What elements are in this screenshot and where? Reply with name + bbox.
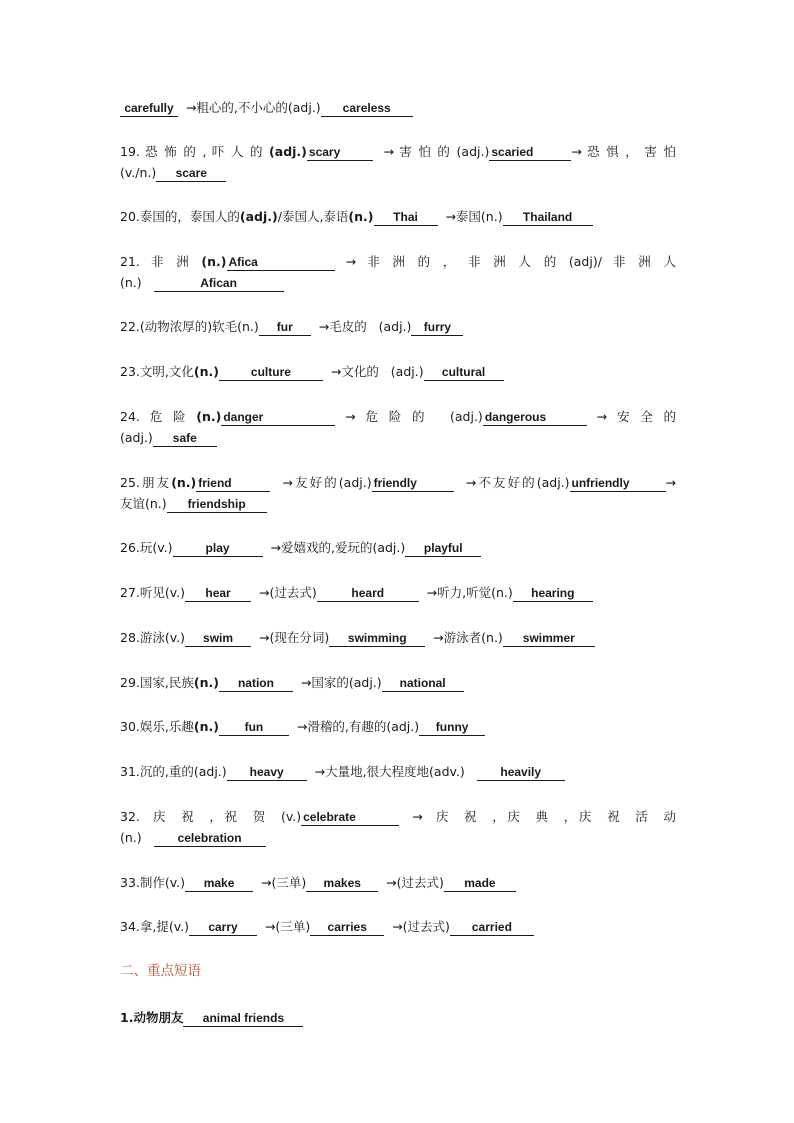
prompt-text: →泰国(n.): [437, 209, 503, 224]
answer-blank: heard: [317, 586, 419, 602]
prompt-text: (n.): [201, 254, 227, 269]
prompt-text: 34.拿,提(v.): [120, 919, 190, 934]
vocab-item: [120, 582, 676, 603]
answer-blank: carefully: [120, 101, 178, 117]
prompt-text: →(过去式): [378, 875, 444, 890]
prompt-text: →(过去式): [251, 585, 317, 600]
phrase-item: [120, 1007, 676, 1028]
prompt-text: 23.文明,文化: [120, 364, 194, 379]
vocab-item: [120, 316, 676, 337]
answer-blank: animal friends: [183, 1011, 303, 1027]
vocab-item: [120, 806, 676, 827]
answer-blank: scaried: [489, 145, 571, 161]
answer-blank: careless: [321, 101, 413, 117]
prompt-text: 24. 危 险: [120, 409, 197, 424]
vocab-item: [120, 627, 676, 648]
prompt-text: →: [665, 475, 676, 490]
vocab-item: [120, 251, 676, 272]
vocab-item: [120, 406, 676, 427]
prompt-text: 19. 恐 怖 的 , 吓 人 的: [120, 144, 270, 159]
prompt-text: →听力,听觉(n.): [418, 585, 513, 600]
answer-blank: furry: [411, 320, 463, 336]
prompt-text: →大量地,很大程度地(adv.): [306, 764, 477, 779]
answer-blank: Thailand: [503, 210, 593, 226]
answer-blank: funny: [419, 720, 485, 736]
prompt-text: (adj.): [269, 144, 307, 159]
prompt-text: →(三单): [253, 875, 307, 890]
answer-blank: nation: [219, 676, 293, 692]
prompt-text: 26.玩(v.): [120, 540, 173, 555]
answer-blank: play: [173, 541, 263, 557]
prompt-text: →毛皮的 (adj.): [310, 319, 412, 334]
vocab-item: [120, 97, 676, 118]
answer-blank: hear: [185, 586, 251, 602]
prompt-text: →国家的(adj.): [292, 675, 382, 690]
vocab-item: [120, 206, 676, 227]
vocab-item-continuation: [120, 827, 676, 848]
vocab-item: [120, 472, 676, 493]
phrase-prompt: 1.动物朋友: [120, 1010, 184, 1025]
answer-blank: friend: [196, 476, 270, 492]
answer-blank: swimmer: [503, 631, 595, 647]
answer-blank: swim: [185, 631, 251, 647]
prompt-text: →友好的(adj.): [270, 475, 372, 490]
answer-blank: danger: [221, 410, 335, 426]
answer-blank: cultural: [424, 365, 504, 381]
prompt-text: → 庆 祝 ，庆 典 ，庆 祝 活 动: [399, 809, 676, 824]
prompt-text: →爱嬉戏的,爱玩的(adj.): [262, 540, 406, 555]
answer-blank: makes: [306, 876, 378, 892]
prompt-text: (adj.): [120, 430, 153, 445]
prompt-text: 33.制作(v.): [120, 875, 186, 890]
prompt-text: 25.朋友: [120, 475, 172, 490]
vocab-item: [120, 761, 676, 782]
prompt-text: 27.听见(v.): [120, 585, 186, 600]
vocab-item: [120, 537, 676, 558]
prompt-text: /泰国人,泰语: [277, 209, 349, 224]
prompt-text: →(三单): [257, 919, 311, 934]
prompt-text: →不友好的(adj.): [453, 475, 570, 490]
vocab-item: [120, 141, 676, 162]
prompt-text: 20.泰国的，泰国人的: [120, 209, 240, 224]
answer-blank: playful: [405, 541, 481, 557]
prompt-text: →(过去式): [384, 919, 450, 934]
section-heading: 二、重点短语: [120, 963, 201, 979]
answer-blank: make: [185, 876, 253, 892]
prompt-text: (adj.): [239, 209, 278, 224]
prompt-text: →游泳者(n.): [425, 630, 503, 645]
prompt-text: (n.): [348, 209, 374, 224]
answer-blank: Afica: [227, 255, 335, 271]
answer-blank: Afican: [154, 276, 284, 292]
answer-blank: fur: [259, 320, 311, 336]
prompt-text: → 害 怕 的 (adj.): [372, 144, 490, 159]
prompt-text: 友谊(n.): [120, 496, 167, 511]
prompt-text: → 非 洲 的 ， 非 洲 人 的 (adj)/ 非 洲 人: [334, 254, 676, 269]
prompt-text: →滑稽的,有趣的(adj.): [288, 719, 420, 734]
answer-blank: scare: [156, 166, 226, 182]
vocab-item-continuation: [120, 493, 676, 514]
answer-blank: fun: [219, 720, 289, 736]
prompt-text: 28.游泳(v.): [120, 630, 186, 645]
vocab-item-continuation: [120, 162, 676, 183]
answer-blank: culture: [219, 365, 323, 381]
prompt-text: →粗心的,不小心的(adj.): [178, 100, 321, 115]
prompt-text: (n.): [193, 719, 219, 734]
prompt-text: 22.(动物浓厚的)软毛(n.): [120, 319, 259, 334]
prompt-text: (n.): [193, 364, 219, 379]
prompt-text: 32. 庆 祝 ，祝 贺 (v.): [120, 809, 302, 824]
prompt-text: 31.沉的,重的(adj.): [120, 764, 227, 779]
prompt-text: 21. 非 洲: [120, 254, 202, 269]
answer-blank: heavily: [477, 765, 565, 781]
prompt-text: (n.): [120, 830, 154, 845]
vocab-item: [120, 916, 676, 937]
answer-blank: swimming: [329, 631, 425, 647]
answer-blank: heavy: [227, 765, 307, 781]
answer-blank: Thai: [374, 210, 438, 226]
answer-blank: scary: [307, 145, 373, 161]
vocab-item-continuation: [120, 272, 676, 293]
prompt-text: → 危 险 的 (adj.): [335, 409, 483, 424]
vocab-item: [120, 361, 676, 382]
answer-blank: made: [444, 876, 516, 892]
vocab-item: [120, 716, 676, 737]
prompt-text: →(现在分词): [251, 630, 330, 645]
answer-blank: carries: [310, 920, 384, 936]
prompt-text: 30.娱乐,乐趣: [120, 719, 194, 734]
answer-blank: friendship: [167, 497, 267, 513]
answer-blank: hearing: [513, 586, 593, 602]
prompt-text: (n.): [196, 409, 222, 424]
prompt-text: (v./n.): [120, 165, 157, 180]
answer-blank: carried: [450, 920, 534, 936]
vocab-item-continuation: [120, 427, 676, 448]
answer-blank: national: [382, 676, 464, 692]
prompt-text: →文化的 (adj.): [322, 364, 424, 379]
answer-blank: dangerous: [483, 410, 587, 426]
answer-blank: celebrate: [301, 810, 399, 826]
answer-blank: carry: [189, 920, 257, 936]
answer-blank: celebration: [154, 831, 266, 847]
answer-blank: unfriendly: [570, 476, 666, 492]
prompt-text: → 恐 惧 ， 害 怕: [571, 144, 677, 159]
answer-blank: friendly: [372, 476, 454, 492]
prompt-text: (n.): [193, 675, 219, 690]
prompt-text: 29.国家,民族: [120, 675, 194, 690]
vocab-item: [120, 672, 676, 693]
vocab-item: [120, 872, 676, 893]
prompt-text: (n.): [120, 275, 154, 290]
prompt-text: → 安 全 的: [586, 409, 676, 424]
answer-blank: safe: [153, 431, 217, 447]
prompt-text: (n.): [171, 475, 197, 490]
